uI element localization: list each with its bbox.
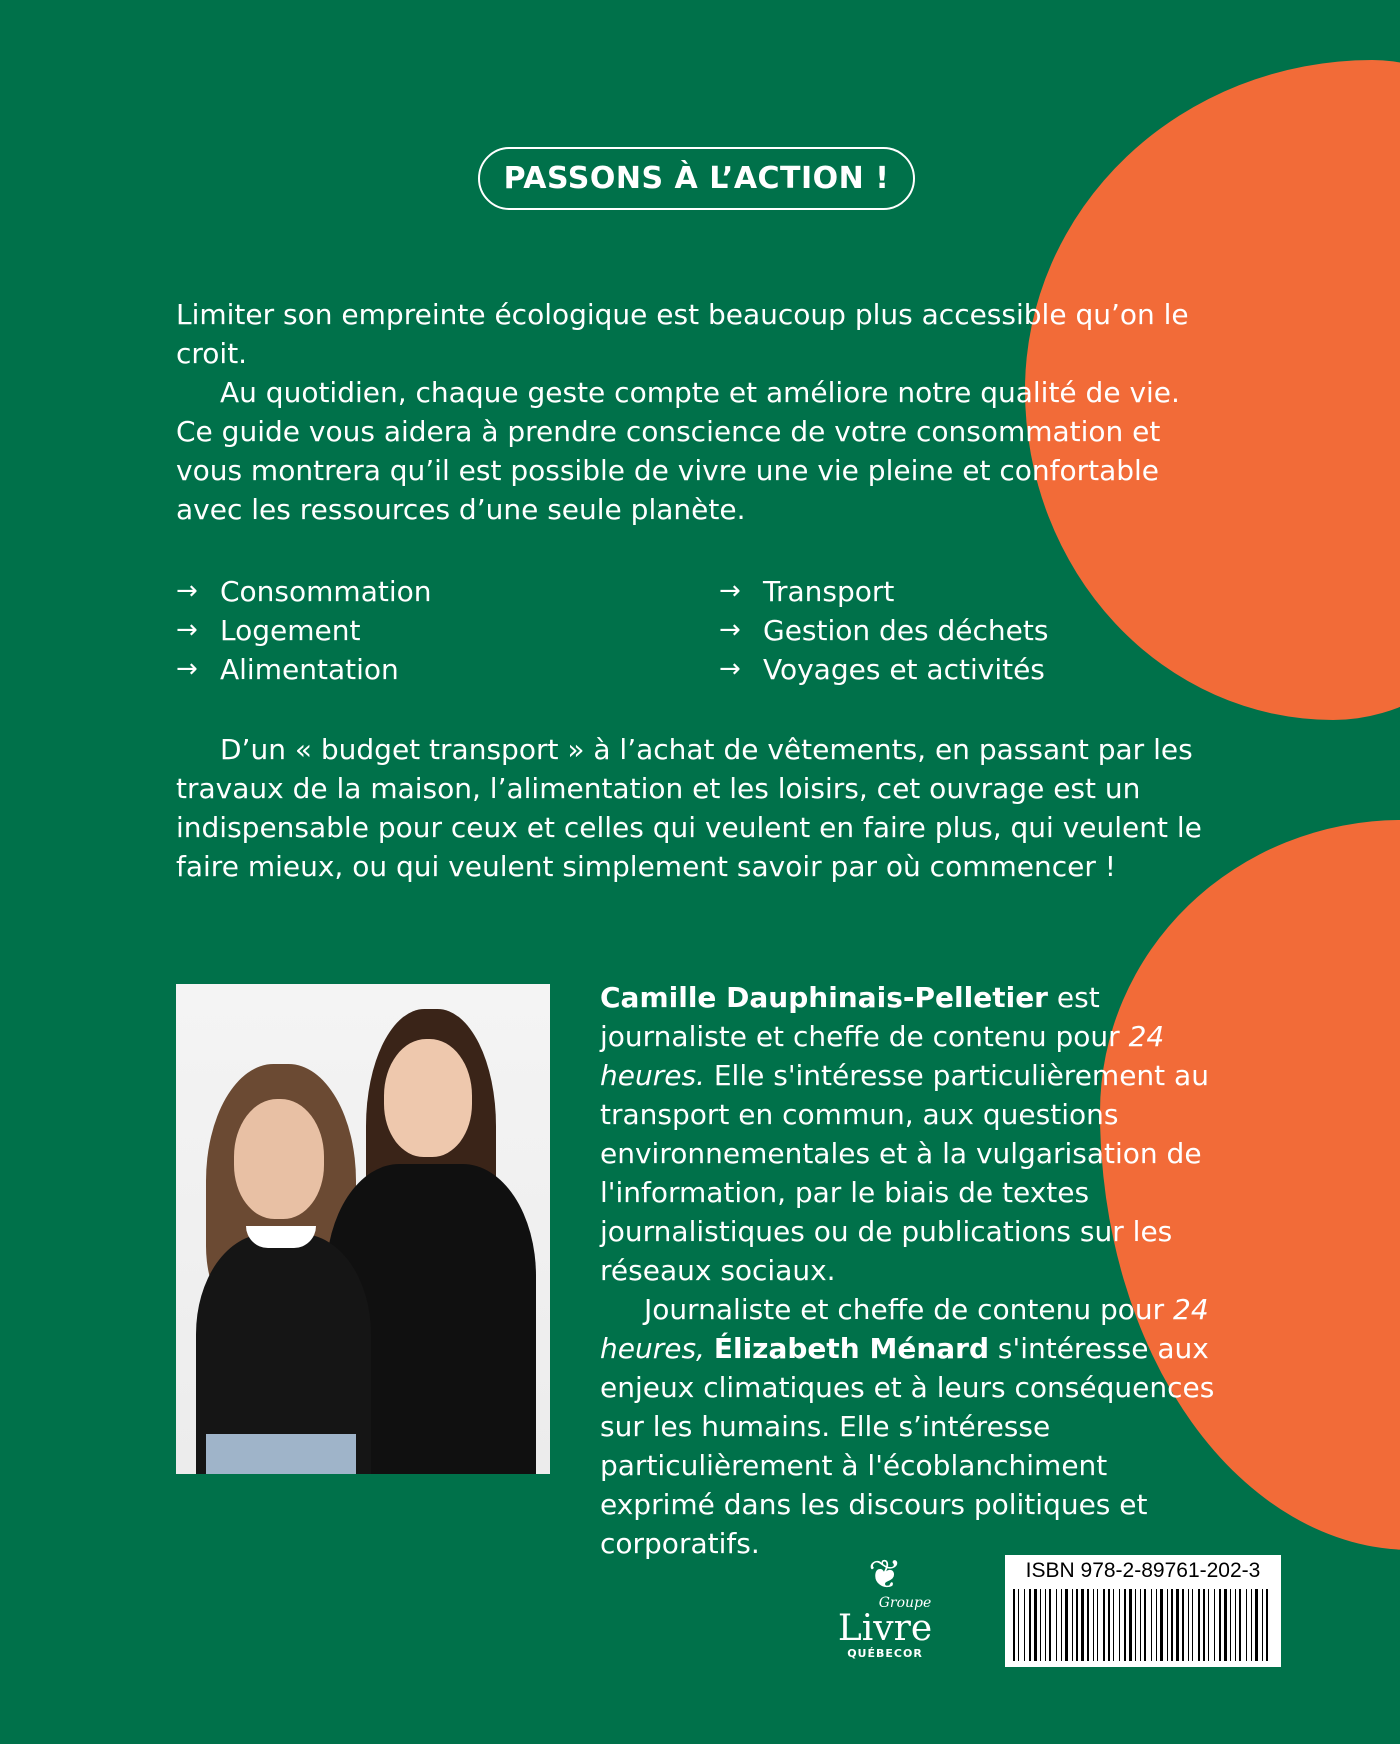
bio-paragraph-1 [600, 978, 1225, 1290]
barcode-stripe [1113, 1589, 1114, 1661]
topic-item [719, 572, 1048, 611]
barcode-stripe [1018, 1589, 1019, 1661]
bio-paragraph-2 [600, 1290, 1225, 1563]
isbn-number: ISBN 978-2-89761-202-3 [1025, 1559, 1261, 1582]
arrow-right-icon: → [176, 576, 198, 606]
author-2-name: Élizabeth Ménard [713, 1332, 990, 1365]
barcode-stripe [1182, 1589, 1184, 1661]
barcode-stripe [1097, 1589, 1098, 1661]
barcode-stripe [1124, 1589, 1126, 1661]
barcode-stripe [1119, 1589, 1120, 1661]
barcode-stripe [1151, 1589, 1152, 1661]
barcode-stripe [1140, 1589, 1141, 1661]
title-badge [478, 147, 915, 210]
barcode-stripe [1144, 1589, 1146, 1661]
intro-paragraph-2: Au quotidien, chaque geste compte et améliore notre qualité de vie. Ce guide vous aidera à prendre conscience de votre consommation et vous montrera qu’il est possible de vivre une vie pleine et confortable avec les ressources d’une seule planète. [176, 376, 1180, 526]
barcode-stripe [1203, 1589, 1205, 1661]
barcode-stripe [1103, 1589, 1105, 1661]
barcode-stripe [1255, 1589, 1258, 1661]
intro-text [176, 295, 1221, 529]
barcode-stripe [1246, 1589, 1247, 1661]
bio-2-text-a: Journaliste et cheffe de contenu pour [644, 1293, 1174, 1326]
arrow-right-icon: → [176, 654, 198, 684]
topic-item [719, 650, 1048, 689]
barcode-stripe [1034, 1589, 1037, 1661]
barcode-stripe [1045, 1589, 1046, 1661]
topic-item [719, 611, 1048, 650]
barcode-stripe [1208, 1589, 1209, 1661]
barcode-stripe [1176, 1589, 1179, 1661]
barcode-stripe [1029, 1589, 1031, 1661]
topic-item [176, 611, 432, 650]
barcode-stripe [1065, 1589, 1068, 1661]
barcode-stripe [1072, 1589, 1073, 1661]
logo-groupe: Groupe [878, 1595, 932, 1611]
arrow-right-icon: → [719, 654, 741, 684]
barcode-stripe [1160, 1589, 1163, 1661]
barcode-bars [1013, 1589, 1273, 1661]
author-left-collar [246, 1226, 316, 1248]
arrow-right-icon: → [176, 615, 198, 645]
topic-label: Voyages et activités [763, 653, 1045, 686]
intro-paragraph-1: Limiter son empreinte écologique est beaucoup plus accessible qu’on le croit. [176, 298, 1189, 370]
barcode-stripe [1087, 1589, 1089, 1661]
arrow-right-icon: → [719, 615, 741, 645]
barcode-stripe [1219, 1589, 1221, 1661]
logo-livre: Livre [837, 1608, 933, 1649]
barcode-stripe [1076, 1589, 1078, 1661]
barcode-stripe [1049, 1589, 1051, 1661]
barcode-stripe [1093, 1589, 1094, 1661]
topic-label: Logement [220, 614, 361, 647]
barcode-stripe [1061, 1589, 1062, 1661]
barcode-stripe [1198, 1589, 1200, 1661]
barcode-stripe [1024, 1589, 1025, 1661]
barcode-stripe [1239, 1589, 1241, 1661]
publication-name: 24 heures. [600, 1020, 1165, 1092]
topic-column-right [719, 572, 1048, 689]
barcode [1005, 1555, 1281, 1667]
publisher-logo [820, 1552, 950, 1685]
barcode-stripe [1251, 1589, 1252, 1661]
topic-label: Gestion des déchets [763, 614, 1049, 647]
closing-text [176, 730, 1221, 886]
barcode-stripe [1214, 1589, 1215, 1661]
barcode-stripe [1235, 1589, 1236, 1661]
barcode-stripe [1262, 1589, 1263, 1661]
barcode-stripe [1266, 1589, 1268, 1661]
author-left-face [234, 1099, 324, 1219]
barcode-stripe [1192, 1589, 1193, 1661]
bio-1-text-a: est journaliste et cheffe de contenu pour [600, 981, 1129, 1053]
title-text: PASSONS À L’ACTION ! [503, 161, 890, 196]
barcode-stripe [1040, 1589, 1041, 1661]
barcode-stripe [1188, 1589, 1189, 1661]
barcode-stripe [1135, 1589, 1136, 1661]
topic-label: Alimentation [220, 653, 399, 686]
barcode-stripe [1108, 1589, 1110, 1661]
leaf-bird-icon: ❦ [868, 1552, 902, 1598]
bio-1-text-b: Elle s'intéresse particulièrement au transport en commun, aux questions environnementales et à la vulgarisation de l'information, par le biais de textes journalistiques ou de publications sur les réseaux sociaux. [600, 1059, 1209, 1287]
authors-photo [176, 984, 550, 1474]
barcode-stripe [1081, 1589, 1084, 1661]
topic-column-left [176, 572, 432, 689]
barcode-stripe [1230, 1589, 1231, 1661]
topic-item [176, 572, 432, 611]
author-left-jeans [206, 1434, 356, 1474]
barcode-stripe [1056, 1589, 1057, 1661]
topic-label: Transport [763, 575, 895, 608]
barcode-stripe [1013, 1589, 1015, 1661]
topic-label: Consommation [220, 575, 432, 608]
author-1-name: Camille Dauphinais-Pelletier [600, 981, 1048, 1014]
closing-paragraph: D’un « budget transport » à l’achat de vêtements, en passant par les travaux de la maison, l’alimentation et les loisirs, cet ouvrage est un indispensable pour ceux et celles qui veulent en faire plus, qui veulent le faire mieux, ou qui veulent simplement savoir par où commencer ! [176, 733, 1202, 883]
barcode-stripe [1156, 1589, 1157, 1661]
logo-quebecor: QUÉBECOR [847, 1647, 923, 1660]
topic-item [176, 650, 432, 689]
barcode-stripe [1171, 1589, 1173, 1661]
publication-name-2: 24 heures, [600, 1293, 1209, 1365]
arrow-right-icon: → [719, 576, 741, 606]
authors-bio [600, 978, 1225, 1563]
barcode-stripe [1167, 1589, 1168, 1661]
bio-2-text-b: s'intéresse aux enjeux climatiques et à leurs conséquences sur les humains. Elle s’intéresse particulièrement à l'écoblanchiment exprimé dans les discours politiques et corporatifs. [600, 1332, 1215, 1560]
barcode-stripe [1129, 1589, 1132, 1661]
barcode-stripe [1224, 1589, 1227, 1661]
author-right-face [384, 1039, 472, 1157]
